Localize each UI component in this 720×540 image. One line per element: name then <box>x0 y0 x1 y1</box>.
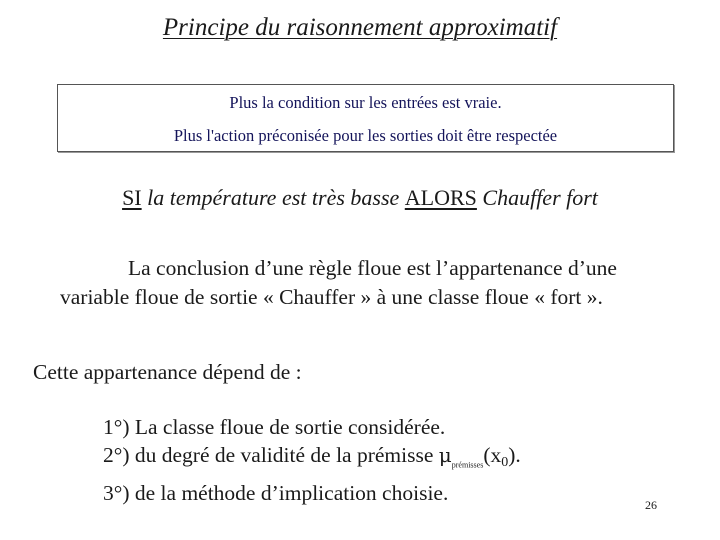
fuzzy-rule <box>0 185 720 211</box>
conclusion-paragraph <box>60 254 680 312</box>
rule-condition: la température est très basse <box>141 185 405 210</box>
criteria-item-3: 3°) de la méthode d’implication choisie. <box>103 481 449 506</box>
slide-title: Principe du raisonnement approximatif <box>162 14 558 41</box>
depends-intro: Cette appartenance dépend de : <box>33 360 302 384</box>
x-subscript: 0 <box>501 455 509 470</box>
criteria-item-2-end: ). <box>508 443 521 467</box>
page-number: 26 <box>645 498 657 512</box>
mu-symbol: μ <box>438 443 452 467</box>
principle-line-1: Plus la condition sur les entrées est vraie. <box>229 93 502 112</box>
rule-action: Chauffer fort <box>476 185 598 210</box>
principle-box <box>57 84 674 152</box>
rule-if-keyword: SI <box>122 185 142 210</box>
criteria-item-2 <box>103 441 521 479</box>
mu-subscript: prémisses <box>451 460 484 470</box>
mu-argument: (x <box>483 443 502 467</box>
rule-then-keyword: ALORS <box>404 185 477 210</box>
criteria-item-2-text: 2°) du degré de validité de la prémisse <box>103 443 439 467</box>
criteria-list <box>103 413 521 507</box>
conclusion-line-1: La conclusion d’une règle floue est l’appartenance d’une <box>128 256 617 280</box>
conclusion-line-2: variable floue de sortie « Chauffer » à une classe floue « fort ». <box>60 285 603 309</box>
criteria-item-1: 1°) La classe floue de sortie considérée. <box>103 415 446 439</box>
principle-line-2: Plus l'action préconisée pour les sorties doit être respectée <box>173 126 558 145</box>
